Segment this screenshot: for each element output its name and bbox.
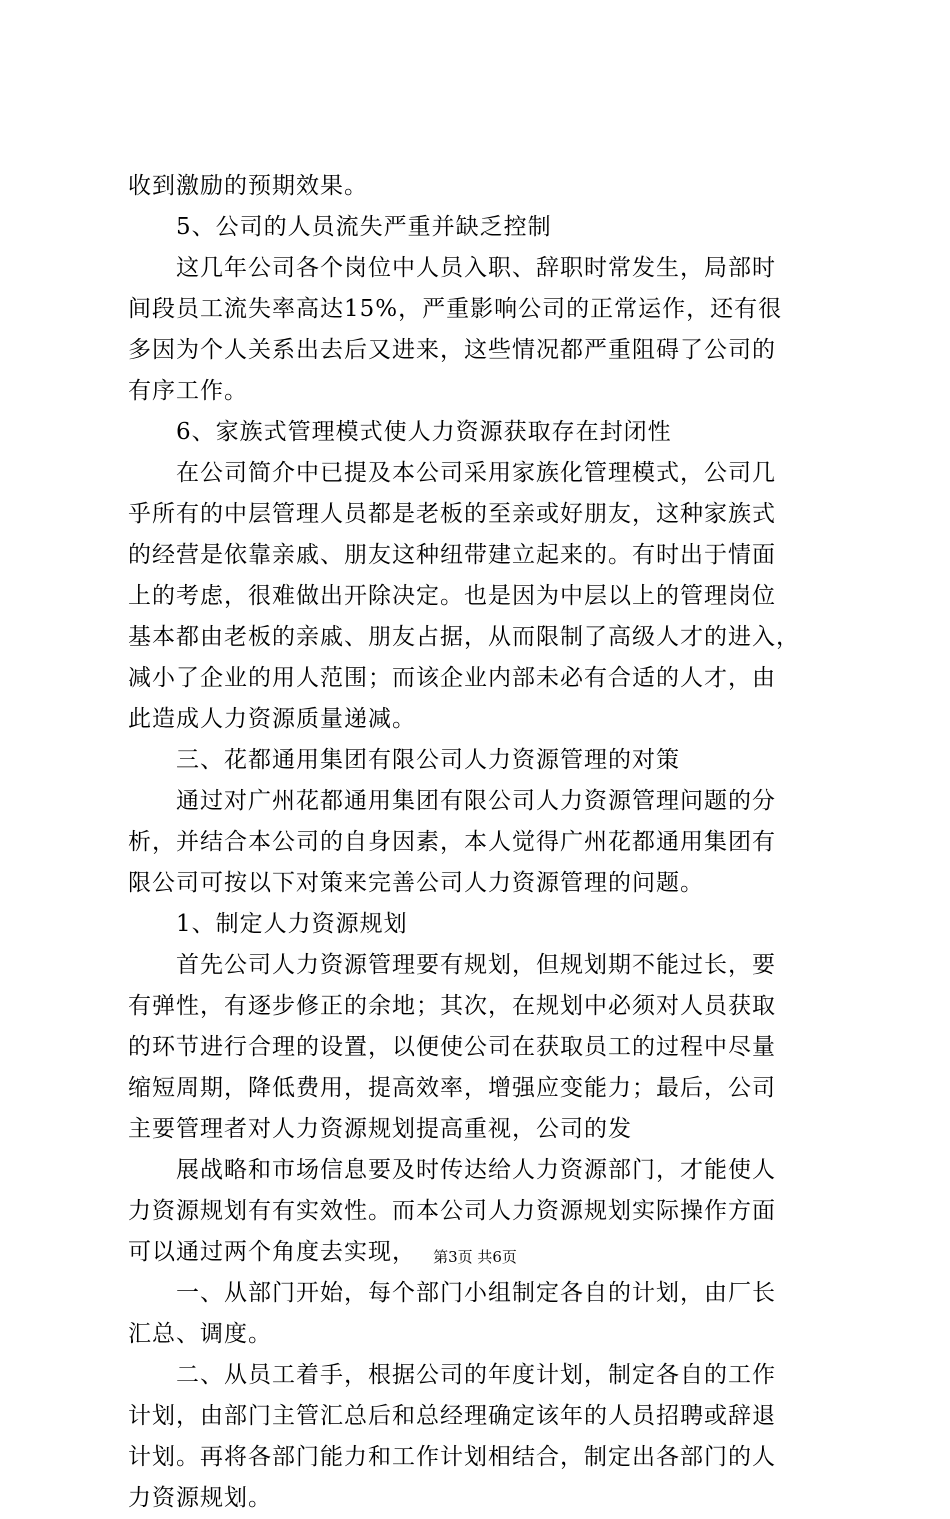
- section-heading: 5、公司的人员流失严重并缺乏控制: [128, 214, 552, 240]
- section-heading: 6、家族式管理模式使人力资源获取存在封闭性: [128, 419, 672, 445]
- text-line: 展战略和市场信息要及时传达给人力资源部门，才能使人: [128, 1157, 776, 1183]
- text-line: 这几年公司各个岗位中人员入职、辞职时常发生，局部时: [128, 255, 776, 281]
- text-line: 二、从员工着手，根据公司的年度计划，制定各自的工作: [128, 1362, 776, 1388]
- text-line: 有弹性，有逐步修正的余地；其次，在规划中必须对人员获取: [128, 993, 776, 1019]
- text-line: 计划，由部门主管汇总后和总经理确定该年的人员招聘或辞退: [128, 1403, 776, 1429]
- text-line: 主要管理者对人力资源规划提高重视，公司的发: [128, 1116, 632, 1142]
- text-line: 通过对广州花都通用集团有限公司人力资源管理问题的分: [128, 788, 776, 814]
- text-line: 多因为个人关系出去后又进来，这些情况都严重阻碍了公司的: [128, 337, 776, 363]
- text-line: 此造成人力资源质量递减。: [128, 706, 416, 732]
- section-heading: 1、制定人力资源规划: [128, 911, 408, 937]
- text-line: 力资源规划有有实效性。而本公司人力资源规划实际操作方面: [128, 1198, 776, 1224]
- document-body: [128, 166, 838, 1519]
- text-line: 计划。再将各部门能力和工作计划相结合，制定出各部门的人: [128, 1444, 776, 1470]
- text-line: 限公司可按以下对策来完善公司人力资源管理的问题。: [128, 870, 704, 896]
- text-line: 一、从部门开始，每个部门小组制定各自的计划，由厂长: [128, 1280, 776, 1306]
- text-line: 在公司简介中已提及本公司采用家族化管理模式，公司几: [128, 460, 776, 486]
- text-line: 上的考虑，很难做出开除决定。也是因为中层以上的管理岗位: [128, 583, 776, 609]
- text-line: 减小了企业的用人范围；而该企业内部未必有合适的人才，由: [128, 665, 776, 691]
- text-line: 有序工作。: [128, 378, 248, 404]
- text-line: 可以通过两个角度去实现，: [128, 1239, 416, 1265]
- text-line: 首先公司人力资源管理要有规划，但规划期不能过长，要: [128, 952, 776, 978]
- text-line: 基本都由老板的亲戚、朋友占据，从而限制了高级人才的进入，: [128, 624, 800, 650]
- text-line: 汇总、调度。: [128, 1321, 272, 1347]
- page-number-label: 第3页 共6页: [433, 1248, 517, 1266]
- text-line: 间段员工流失率高达15%，严重影响公司的正常运作，还有很: [128, 296, 783, 322]
- text-line: 析，并结合本公司的自身因素，本人觉得广州花都通用集团有: [128, 829, 776, 855]
- section-heading: 三、花都通用集团有限公司人力资源管理的对策: [128, 747, 680, 773]
- page-footer: [0, 1247, 950, 1267]
- text-line: 乎所有的中层管理人员都是老板的至亲或好朋友，这种家族式: [128, 501, 776, 527]
- text-line: 力资源规划。: [128, 1485, 272, 1511]
- text-line: 收到激励的预期效果。: [128, 173, 368, 199]
- text-line: 的经营是依靠亲戚、朋友这种纽带建立起来的。有时出于情面: [128, 542, 776, 568]
- text-line: 的环节进行合理的设置，以便使公司在获取员工的过程中尽量: [128, 1034, 776, 1060]
- text-line: 缩短周期，降低费用，提高效率，增强应变能力；最后，公司: [128, 1075, 776, 1101]
